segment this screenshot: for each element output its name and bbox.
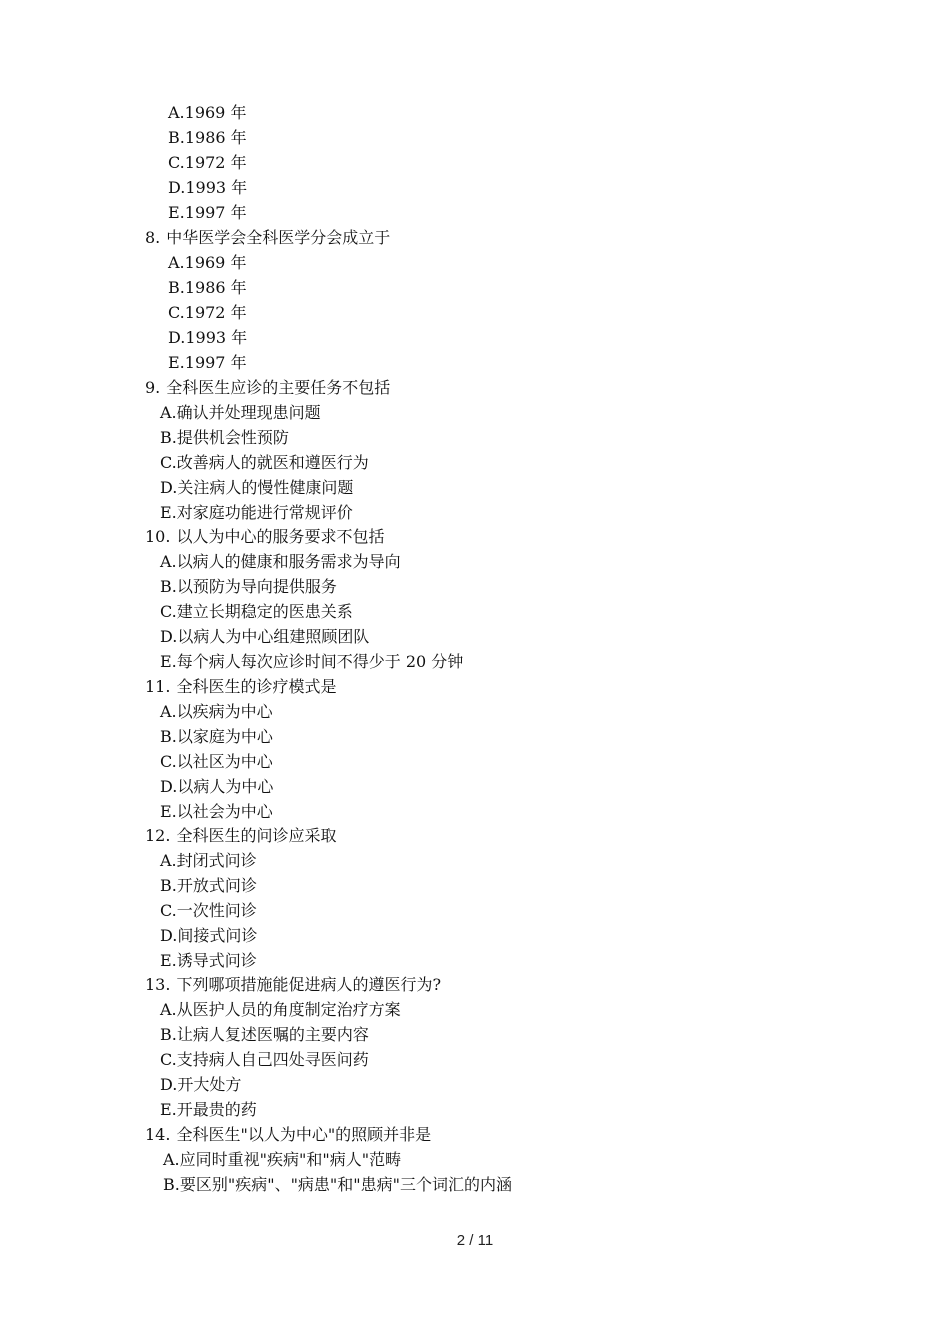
q13-option-c: C.支持病人自己四处寻医问药 (160, 1050, 369, 1069)
q13-option-b: B.让病人复述医嘱的主要内容 (160, 1025, 369, 1044)
question-13 (145, 975, 441, 995)
question-8 (145, 228, 390, 248)
q8-option-b: B.1986 年 (168, 278, 247, 297)
question-11-number: 11. (145, 677, 171, 696)
q7-option-e: E.1997 年 (168, 203, 247, 222)
q7-option-b: B.1986 年 (168, 128, 247, 147)
question-8-number: 8. (145, 228, 161, 247)
q11-option-b: B.以家庭为中心 (160, 727, 273, 746)
q9-option-a: A.确认并处理现患问题 (160, 403, 321, 422)
q13-option-d: D.开大处方 (160, 1075, 242, 1094)
q7-option-a: A.1969 年 (168, 103, 247, 122)
question-10 (145, 527, 384, 547)
q9-option-b: B.提供机会性预防 (160, 428, 289, 447)
q8-option-d: D.1993 年 (168, 328, 248, 347)
question-12-text: 全科医生的问诊应采取 (176, 826, 337, 845)
q9-option-e: E.对家庭功能进行常规评价 (160, 503, 353, 522)
question-14-number: 14. (145, 1125, 171, 1144)
page-indicator: 2 / 11 (456, 1232, 494, 1249)
question-13-number: 13. (145, 975, 171, 994)
q12-option-e: E.诱导式问诊 (160, 951, 257, 970)
q8-option-c: C.1972 年 (168, 303, 247, 322)
question-8-text: 中华医学会全科医学分会成立于 (166, 228, 391, 247)
question-10-text: 以人为中心的服务要求不包括 (176, 527, 385, 546)
q7-option-c: C.1972 年 (168, 153, 247, 172)
q12-option-a: A.封闭式问诊 (160, 851, 257, 870)
q9-option-c: C.改善病人的就医和遵医行为 (160, 453, 369, 472)
question-14-text: 全科医生"以人为中心"的照顾并非是 (176, 1125, 432, 1144)
q10-option-a: A.以病人的健康和服务需求为导向 (160, 552, 401, 571)
q10-option-e: E.每个病人每次应诊时间不得少于 20 分钟 (160, 652, 464, 671)
q13-option-a: A.从医护人员的角度制定治疗方案 (160, 1000, 401, 1019)
q10-option-b: B.以预防为导向提供服务 (160, 577, 337, 596)
q11-option-a: A.以疾病为中心 (160, 702, 273, 721)
question-12 (145, 826, 336, 846)
question-11 (145, 677, 336, 697)
q8-option-a: A.1969 年 (168, 253, 247, 272)
q12-option-c: C.一次性问诊 (160, 901, 257, 920)
question-14 (145, 1125, 431, 1145)
q10-option-c: C.建立长期稳定的医患关系 (160, 602, 353, 621)
q11-option-c: C.以社区为中心 (160, 752, 273, 771)
q8-option-e: E.1997 年 (168, 353, 247, 372)
q14-option-b: B.要区别"疾病"、"病患"和"患病"三个词汇的内涵 (163, 1175, 513, 1194)
q9-option-d: D.关注病人的慢性健康问题 (160, 478, 354, 497)
q12-option-b: B.开放式问诊 (160, 876, 257, 895)
q14-option-a: A.应同时重视"疾病"和"病人"范畴 (163, 1150, 402, 1169)
question-12-number: 12. (145, 826, 171, 845)
question-11-text: 全科医生的诊疗模式是 (176, 677, 337, 696)
q7-option-d: D.1993 年 (168, 178, 248, 197)
question-13-text: 下列哪项措施能促进病人的遵医行为? (176, 975, 442, 994)
q11-option-e: E.以社会为中心 (160, 802, 273, 821)
question-9-text: 全科医生应诊的主要任务不包括 (166, 378, 391, 397)
q11-option-d: D.以病人为中心 (160, 777, 274, 796)
q12-option-d: D.间接式问诊 (160, 926, 258, 945)
question-10-number: 10. (145, 527, 171, 546)
q10-option-d: D.以病人为中心组建照顾团队 (160, 627, 370, 646)
question-9-number: 9. (145, 378, 161, 397)
q13-option-e: E.开最贵的药 (160, 1100, 257, 1119)
question-9 (145, 378, 390, 398)
